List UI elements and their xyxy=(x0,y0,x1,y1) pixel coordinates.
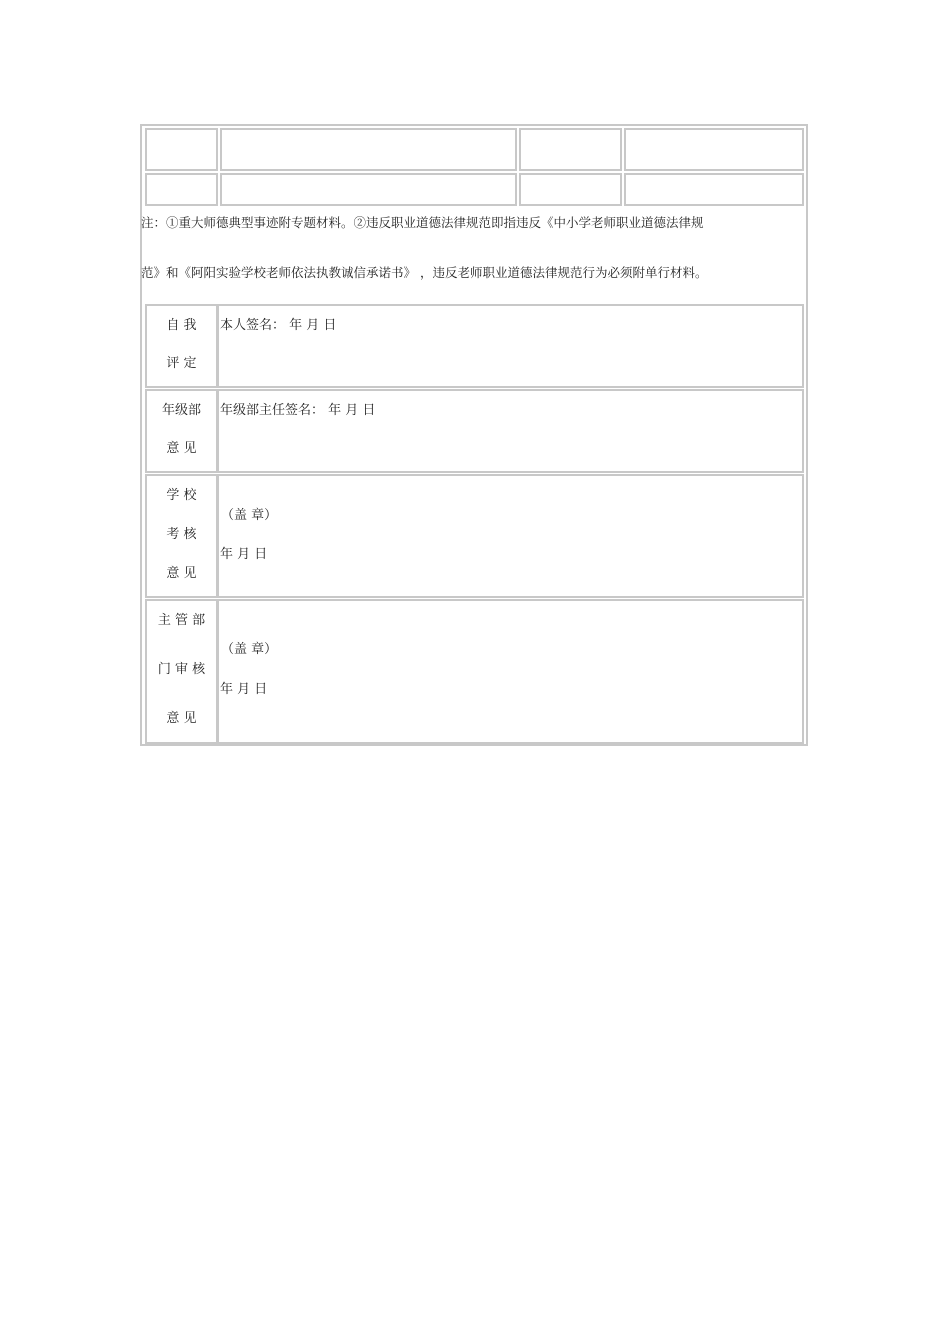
self-eval-signature-text: 本人签名： 年 月 日 xyxy=(220,318,337,333)
school-label-cell xyxy=(145,474,218,598)
self-eval-content-cell[interactable] xyxy=(218,304,804,388)
empty-cell-r2c4[interactable] xyxy=(624,173,804,206)
dept-label-line2: 门 审 核 xyxy=(157,662,206,677)
note-line-1: 注：①重大师德典型事迹附专题材料。②违反职业道德法律规范即指违反《中小学老师职业道德法律规 xyxy=(141,215,704,230)
grade-content-cell[interactable] xyxy=(218,389,804,473)
school-label-line3: 意 见 xyxy=(166,566,197,581)
empty-cell-r1c2[interactable] xyxy=(220,128,517,171)
empty-cell-r1c3[interactable] xyxy=(519,128,622,171)
empty-cell-r1c1[interactable] xyxy=(145,128,218,171)
grade-signature-text: 年级部主任签名： 年 月 日 xyxy=(220,403,376,418)
grade-label-line2: 意 见 xyxy=(166,441,197,456)
grade-label-line1: 年级部 xyxy=(161,403,201,418)
empty-cell-r1c4[interactable] xyxy=(624,128,804,171)
grade-label-cell xyxy=(145,389,218,473)
school-seal-text: （盖 章） xyxy=(221,508,278,523)
school-content-cell[interactable] xyxy=(218,474,804,598)
dept-content-cell[interactable] xyxy=(218,599,804,744)
empty-cell-r2c1[interactable] xyxy=(145,173,218,206)
dept-label-line1: 主 管 部 xyxy=(157,613,206,628)
note-line-2: 范》和《阿阳实验学校老师依法执教诚信承诺书》 ，违反老师职业道德法律规范行为必须附单行材料。 xyxy=(141,265,708,280)
self-eval-label-cell xyxy=(145,304,218,388)
dept-seal-text: （盖 章） xyxy=(221,642,278,657)
school-label-line1: 学 校 xyxy=(166,488,197,503)
self-eval-label-line1: 自 我 xyxy=(166,318,197,333)
school-date-text: 年 月 日 xyxy=(220,547,268,562)
empty-cell-r2c3[interactable] xyxy=(519,173,622,206)
dept-date-text: 年 月 日 xyxy=(220,682,268,697)
self-eval-label-line2: 评 定 xyxy=(166,356,197,371)
school-label-line2: 考 核 xyxy=(166,527,197,542)
empty-cell-r2c2[interactable] xyxy=(220,173,517,206)
dept-label-cell xyxy=(145,599,218,744)
dept-label-line3: 意 见 xyxy=(166,711,197,726)
